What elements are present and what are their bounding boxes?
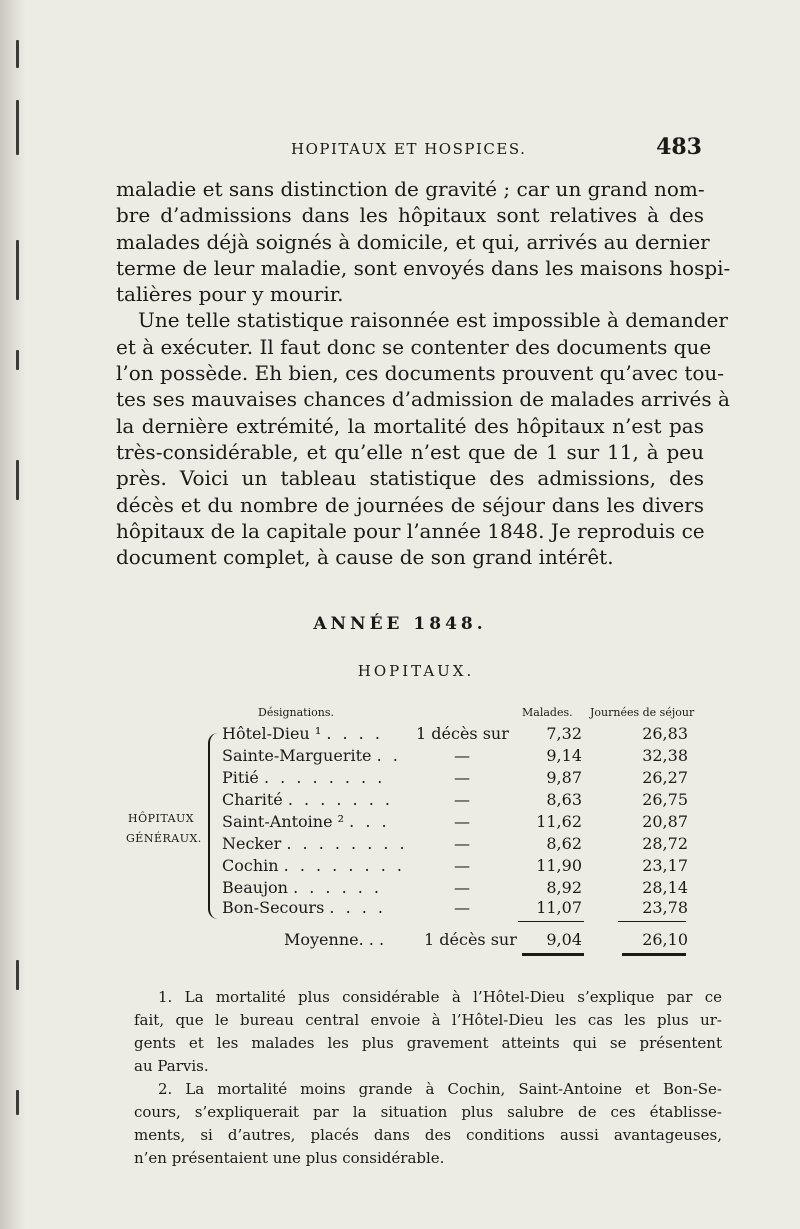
- table-row: [0, 812, 800, 836]
- body-line: l’on possède. Eh bien, ces documents prouvent qu’avec tou-: [116, 361, 725, 386]
- body-line: tes ses mauvaises chances d’admission de malades arrivés à: [116, 387, 730, 412]
- hospital-name: Cochin . . . . . . . .: [222, 856, 405, 875]
- ditto-mark: —: [454, 898, 470, 917]
- malades-value: 9,14: [546, 746, 582, 765]
- average-label: Moyenne. . .: [284, 930, 385, 949]
- group-label: HÔPITAUX: [128, 812, 195, 825]
- sum-rule: [518, 921, 584, 922]
- footnote-line: 1. La mortalité plus considérable à l’Hôtel-Dieu s’explique par ce: [158, 988, 722, 1006]
- table-row: [0, 768, 800, 792]
- group-label: GÉNÉRAUX.: [126, 832, 202, 845]
- journees-value: 26,27: [642, 768, 688, 787]
- footnote-line: cours, s’expliquerait par la situation plus salubre de ces établisse-: [134, 1103, 722, 1121]
- journees-value: 20,87: [642, 812, 688, 831]
- body-line: terme de leur maladie, sont envoyés dans les maisons hospi-: [116, 255, 731, 280]
- body-line: malades déjà soignés à domicile, et qui, arrivés au dernier: [116, 229, 710, 254]
- table-row: [0, 746, 800, 770]
- body-line: bre d’admissions dans les hôpitaux sont relatives à des: [116, 203, 704, 228]
- hospital-name: Saint-Antoine ² . . .: [222, 812, 390, 831]
- sum-rule: [618, 921, 686, 922]
- journees-value: 28,72: [642, 834, 688, 853]
- double-rule: [522, 953, 584, 956]
- hospital-name: Sainte-Marguerite . .: [222, 746, 401, 765]
- body-line: très-considérable, et qu’elle n’est que de 1 sur 11, à peu: [116, 439, 704, 464]
- journees-value: 28,14: [642, 878, 688, 897]
- footnote-line: ments, si d’autres, placés dans des conditions aussi avantageuses,: [134, 1126, 722, 1144]
- malades-value: 11,62: [536, 812, 582, 831]
- footnote-line: n’en présentaient une plus considérable.: [134, 1149, 445, 1167]
- malades-value: 7,32: [546, 724, 582, 743]
- section-title: HOPITAUX.: [357, 662, 475, 680]
- deces-label: 1 décès sur: [424, 930, 517, 949]
- body-line: document complet, à cause de son grand intérêt.: [116, 545, 614, 570]
- body-line: décès et du nombre de journées de séjour dans les divers: [116, 492, 704, 517]
- body-line: près. Voici un tableau statistique des admissions, des: [116, 466, 704, 491]
- body-line: maladie et sans distinction de gravité ; car un grand nom-: [116, 177, 705, 201]
- ditto-mark: —: [454, 834, 470, 853]
- footnote-line: au Parvis.: [134, 1057, 209, 1075]
- double-rule: [622, 953, 686, 956]
- header-malades: Malades.: [522, 706, 573, 719]
- hospital-name: Bon-Secours . . . .: [222, 898, 386, 917]
- running-title: HOPITAUX ET HOSPICES.: [291, 140, 527, 158]
- table-row: [0, 790, 800, 814]
- body-line: et à exécuter. Il faut donc se contenter des documents que: [116, 334, 712, 359]
- ditto-mark: —: [454, 856, 470, 875]
- hospital-name: Charité . . . . . . .: [222, 790, 393, 809]
- footnote-line: 2. La mortalité moins grande à Cochin, Saint-Antoine et Bon-Se-: [158, 1080, 722, 1098]
- footnote-line: gents et les malades les plus gravement atteints qui se présentent: [134, 1034, 722, 1052]
- malades-value: 9,87: [546, 768, 582, 787]
- header-journees: Journées de séjour: [590, 706, 695, 719]
- ditto-mark: —: [454, 878, 470, 897]
- malades-value: 8,92: [546, 878, 582, 897]
- table-row: [0, 834, 800, 858]
- average-journees: 26,10: [642, 930, 688, 949]
- footnotes: [136, 986, 722, 1170]
- body-line: hôpitaux de la capitale pour l’année 1848. Je reproduis ce: [116, 518, 705, 543]
- hospital-name: Pitié . . . . . . . .: [222, 768, 386, 787]
- malades-value: 11,07: [536, 898, 582, 917]
- body-line: Une telle statistique raisonnée est impossible à demander: [138, 308, 728, 333]
- hospital-name: Necker . . . . . . . .: [222, 834, 408, 853]
- journees-value: 23,78: [642, 898, 688, 917]
- header-designations: Désignations.: [258, 706, 334, 719]
- footnote-line: fait, que le bureau central envoie à l’Hôtel-Dieu les cas les plus ur-: [134, 1011, 722, 1029]
- table-row: [0, 724, 800, 748]
- year-title: ANNÉE 1848.: [313, 614, 487, 634]
- average-row: [0, 930, 800, 954]
- hospital-name: Hôtel-Dieu ¹ . . . .: [222, 724, 383, 743]
- malades-value: 8,63: [546, 790, 582, 809]
- deces-label: 1 décès sur: [416, 724, 509, 743]
- ditto-mark: —: [454, 768, 470, 787]
- table-row: [0, 856, 800, 880]
- hospital-name: Beaujon . . . . . .: [222, 878, 383, 897]
- ditto-mark: —: [454, 746, 470, 765]
- page-number: 483: [656, 134, 702, 160]
- malades-value: 8,62: [546, 834, 582, 853]
- journees-value: 26,75: [642, 790, 688, 809]
- ditto-mark: —: [454, 812, 470, 831]
- ditto-mark: —: [454, 790, 470, 809]
- table-row: [0, 898, 800, 922]
- body-line: la dernière extrémité, la mortalité des hôpitaux n’est pas: [116, 413, 704, 438]
- malades-value: 11,90: [536, 856, 582, 875]
- body-line: talières pour y mourir.: [116, 282, 344, 307]
- journees-value: 32,38: [642, 746, 688, 765]
- journees-value: 23,17: [642, 856, 688, 875]
- average-malades: 9,04: [546, 930, 582, 949]
- journees-value: 26,83: [642, 724, 688, 743]
